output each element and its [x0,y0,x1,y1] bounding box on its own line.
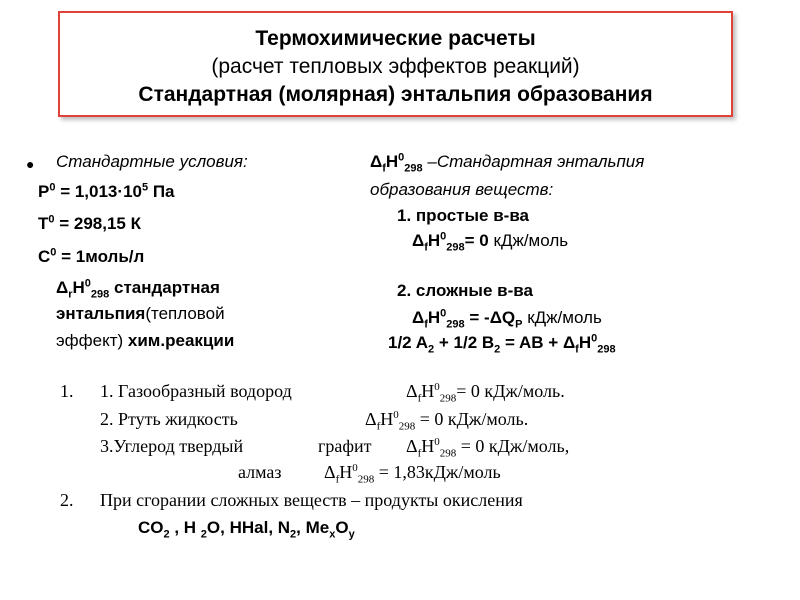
concentration-line: $С^0$ = 1моль/л [38,246,145,266]
temperature-line: $T^0 = 298,15$ К [38,213,141,233]
complex-substances: 2. сложные в-ва [397,281,533,300]
graphite-equation: $\Delta_fH^0_{298} = 0$ кДж/моль, [406,436,570,460]
oxidation-products: $CO_2$ , H $_2$O, HHal, $N_2$, $Me_xO_y$ [138,518,355,541]
pressure-line: $P^0 = 1,013\cdot 10^5$ Па [38,181,175,201]
reaction-enthalpy-line: $\Delta_rH^0_{298}$ стандартная [56,277,220,301]
graphite-label: графит [318,436,372,456]
formation-enthalpy-heading-2: образования веществ: [370,180,554,199]
diamond-equation: $\Delta_fH^0_{298}$ = 1,83кДж/моль [324,462,501,486]
title-line-3: Стандартная (молярная) энтальпия образования [138,83,653,106]
simple-substances-equation: $\Delta_fH^0_{298}= 0$ кДж/моль [412,230,569,254]
formation-enthalpy-heading: $\Delta_fH^0_{298}$ –Стандартная энтальпия [370,151,645,175]
conditions-heading: Стандартные условия: [56,152,248,171]
list-number-1: 1. [60,381,74,401]
simple-substances: 1. простые в-ва [397,206,529,225]
carbon-item: 3.Углерод твердый [100,436,244,456]
diamond-label: алмаз [238,462,282,482]
title-box [58,11,733,117]
hydrogen-item: 1. Газообразный водород [100,381,292,401]
reaction-enthalpy-line-3: эффект) хим.реакции [56,331,235,350]
bullet-icon: ● [26,156,35,172]
formation-reaction-equation: 1/2 $A_2 + 1/2$ $B_2$ = AB + $\Delta_fH^0_{298}$ [388,332,616,356]
list-number-2: 2. [60,490,74,510]
hydrogen-equation: $\Delta_fH^0_{298}= 0$ кДж/моль. [406,381,565,405]
mercury-item: 2. Ртуть жидкость [100,409,238,429]
reaction-enthalpy-line-2: энтальпия(тепловой [56,304,225,323]
complex-substances-equation: $\Delta_fH^0_{298} = -\Delta Q_P$ кДж/моль [412,307,602,331]
title-line-2: (расчет тепловых эффектов реакций) [211,55,580,78]
combustion-item: При сгорании сложных веществ – продукты окисления [100,490,523,510]
title-line-1: Термохимические расчеты [255,27,536,50]
mercury-equation: $\Delta_fH^0_{298} = 0$ кДж/моль. [365,409,529,433]
